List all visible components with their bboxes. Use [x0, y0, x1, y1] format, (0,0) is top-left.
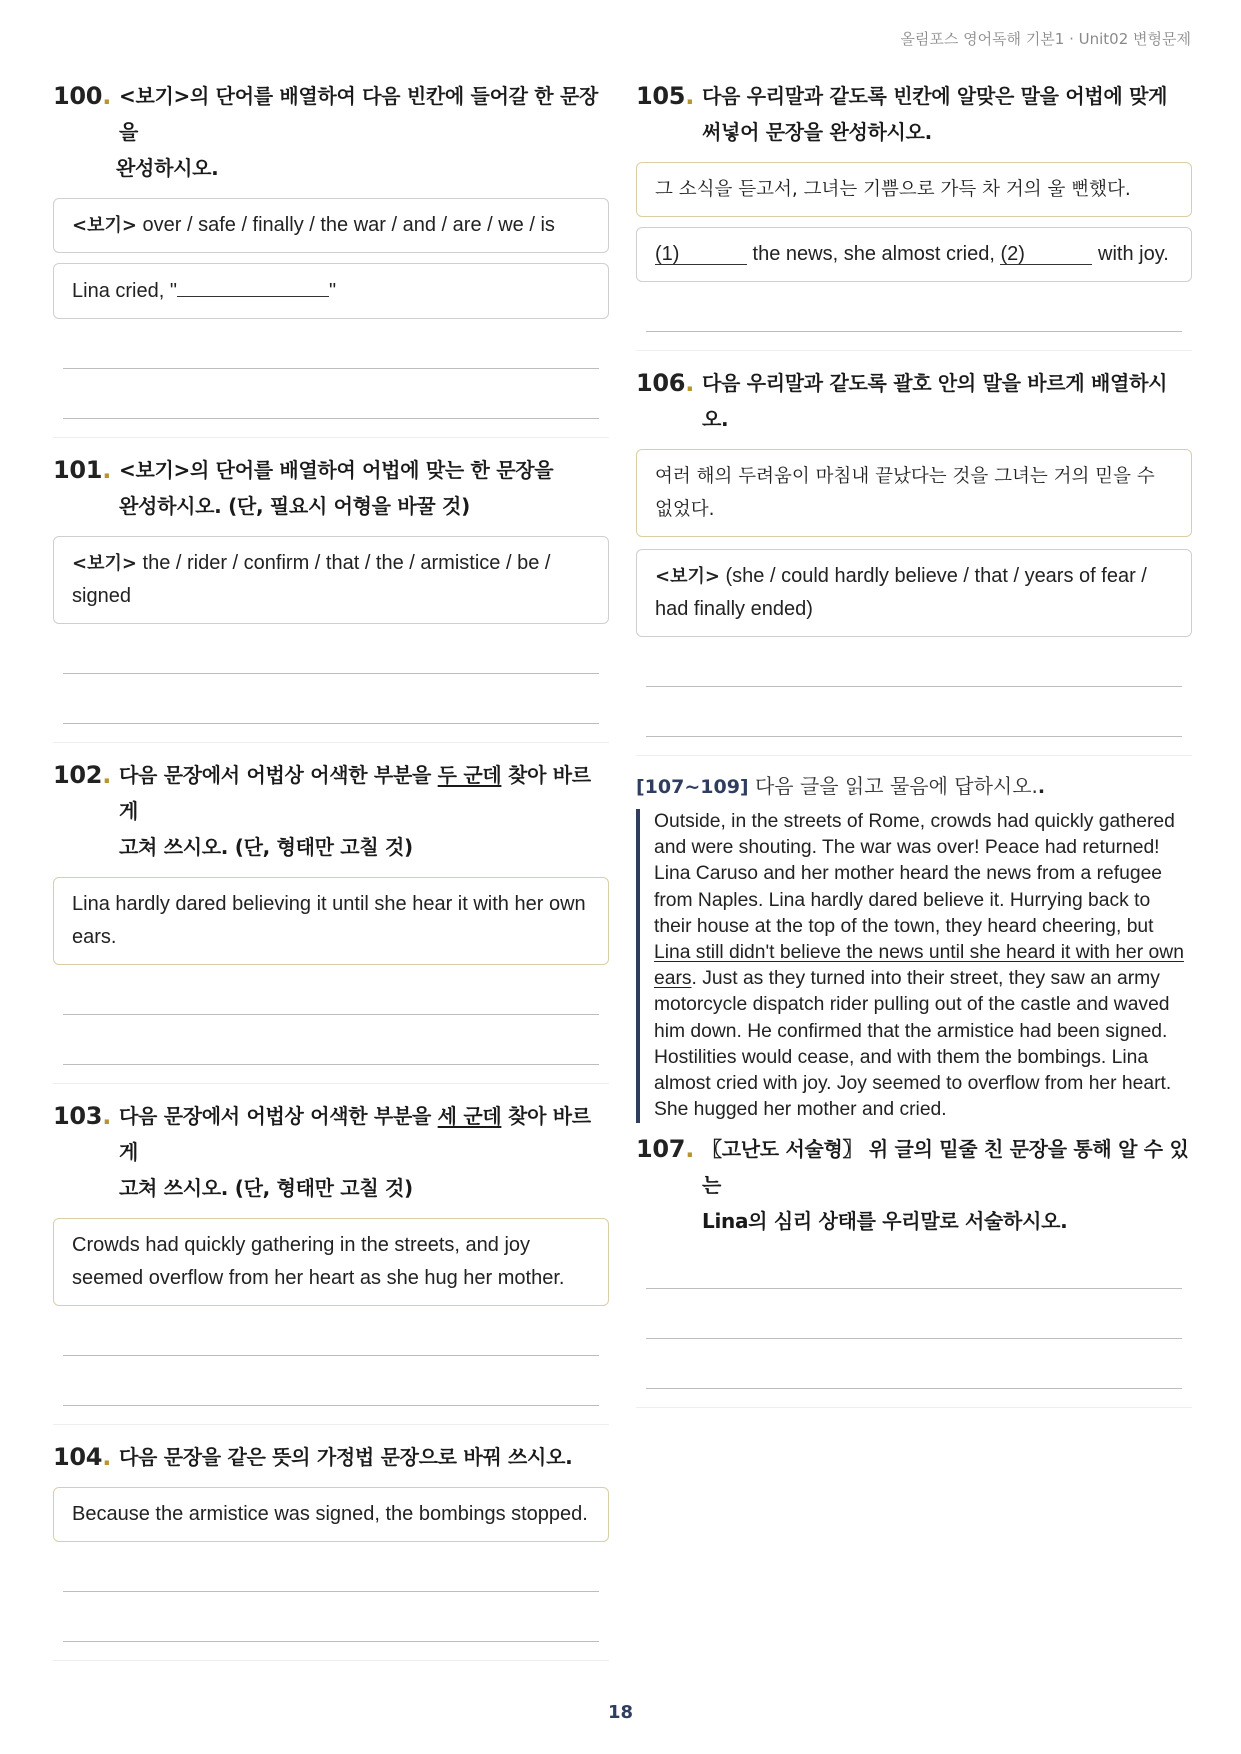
sentence-box: Lina hardly dared believing it until she hear it with her own ears. — [53, 877, 609, 965]
answer-line[interactable] — [63, 319, 599, 369]
answer-line[interactable] — [646, 1289, 1182, 1339]
question-prompt: <보기>의 단어를 배열하여 어법에 맞는 한 문장을 완성하시오. (단, 필요시 어형을 바꿀 것) — [119, 458, 554, 518]
passage-range: [107~109] — [636, 776, 749, 798]
reading-passage: Outside, in the streets of Rome, crowds had quickly gathered and were shouting. The war was over! Peace had returned! Lina Caruso and her mother heard the news from a refugee from Naples. Lina hardly dared believe it. Hurrying back to their house at the top of the town, they heard cheering, but Lina still didn't believe the news until she heard it with her own ears. Just as they turned into their street, they saw an army motorcycle dispatch rider pulling out of the castle and waved him down. He confirmed that the armistice had been signed. Hostilities would cease, and with them the bombings. Lina almost cried with joy. Joy seemed to overflow from her heart. She hugged her mother and cried. — [636, 809, 1192, 1123]
question-number: 107 — [636, 1135, 686, 1164]
question-prompt: 다음 우리말과 같도록 괄호 안의 말을 바르게 배열하시오. — [702, 371, 1168, 431]
divider — [636, 350, 1192, 351]
divider — [53, 1660, 609, 1661]
divider — [636, 755, 1192, 756]
question-prompt: <보기>의 단어를 배열하여 다음 빈칸에 들어갈 한 문장을 완성하시오. — [116, 84, 599, 180]
question-number: 100 — [53, 82, 103, 110]
question-number: 106 — [636, 369, 686, 397]
answer-line[interactable] — [646, 1339, 1182, 1389]
answer-line[interactable] — [63, 1306, 599, 1356]
question-number: 101 — [53, 456, 103, 484]
reading-passage-section: [107~109] 다음 글을 읽고 물음에 답하시오.. Outside, in the streets of Rome, crowds had quickly gathered and were shouting. The war was over! Peace had returned! Lina Caruso and her mother heard the news from a refugee from Naples. Lina hardly dared believe it. Hurrying back to their house at the top of the town, they heard cheering, but Lina still didn't believe the news until she heard it with her own ears. Just as they turned into their street, they saw an army motorcycle dispatch rider pulling out of the castle and waved him down. He confirmed that the armistice had been signed. Hostilities would cease, and with them the bombings. Lina almost cried with joy. Joy seemed to overflow from her heart. She hugged her mother and cried. — [636, 770, 1192, 1123]
divider — [53, 1083, 609, 1084]
question-number: 103 — [53, 1102, 103, 1130]
answer-blank-1[interactable]: (1) — [655, 238, 747, 265]
question-103: 103 . 다음 문장에서 어법상 어색한 부분을 세 군데 찾아 바르게 고쳐 쓰시오. (단, 형태만 고칠 것) Crowds had quickly gathering in the streets, and joy seemed overflow from her heart as she hug her mother. — [53, 1098, 609, 1425]
answer-blank[interactable] — [177, 274, 329, 297]
passage-instruction: 다음 글을 읽고 물음에 답하시오. — [748, 774, 1038, 798]
answer-line[interactable] — [63, 1015, 599, 1065]
sentence-box: Lina cried, " " — [53, 263, 609, 319]
sentence-box: Crowds had quickly gathering in the streets, and joy seemed overflow from her heart as she hug her mother. — [53, 1218, 609, 1306]
divider — [636, 1407, 1192, 1408]
question-101: 101 . <보기>의 단어를 배열하여 어법에 맞는 한 문장을 완성하시오. (단, 필요시 어형을 바꿀 것) <보기> the / rider / confirm / that / the / armistice / be / signed — [53, 452, 609, 743]
answer-line[interactable] — [63, 1356, 599, 1406]
divider — [53, 437, 609, 438]
answer-line[interactable] — [63, 1592, 599, 1642]
answer-line[interactable] — [646, 1239, 1182, 1289]
right-column — [636, 78, 1192, 1422]
korean-sentence-box: 여러 해의 두려움이 마침내 끝났다는 것을 그녀는 거의 믿을 수 없었다. — [636, 449, 1192, 537]
divider — [53, 1424, 609, 1425]
answer-line[interactable] — [646, 687, 1182, 737]
sentence-box: (1) the news, she almost cried, (2) with joy. — [636, 227, 1192, 282]
answer-line[interactable] — [63, 674, 599, 724]
question-prompt: 다음 문장을 같은 뜻의 가정법 문장으로 바꿔 쓰시오. — [119, 1445, 573, 1469]
question-105: 105 . 다음 우리말과 같도록 빈칸에 알맞은 말을 어법에 맞게 써넣어 문장을 완성하시오. 그 소식을 듣고서, 그녀는 기쁨으로 가득 차 거의 울 뻔했다. (1) the news, she almost cried, (2) with joy. — [636, 78, 1192, 351]
question-prompt: 다음 문장에서 어법상 어색한 부분을 세 군데 찾아 바르게 고쳐 쓰시오. (단, 형태만 고칠 것) — [119, 1104, 591, 1200]
question-prompt: 〖고난도 서술형〗 위 글의 밑줄 친 문장을 통해 알 수 있는 Lina의 심리 상태를 우리말로 서술하시오. — [702, 1137, 1189, 1234]
answer-line[interactable] — [63, 1542, 599, 1592]
sentence-box: Because the armistice was signed, the bombings stopped. — [53, 1487, 609, 1542]
page-number: 18 — [607, 1702, 634, 1723]
question-prompt: 다음 문장에서 어법상 어색한 부분을 두 군데 찾아 바르게 고쳐 쓰시오. (단, 형태만 고칠 것) — [119, 763, 591, 859]
question-number: 104 — [53, 1443, 103, 1471]
answer-line[interactable] — [646, 637, 1182, 687]
question-106: 106 . 다음 우리말과 같도록 괄호 안의 말을 바르게 배열하시오. 여러 해의 두려움이 마침내 끝났다는 것을 그녀는 거의 믿을 수 없었다. <보기> (she / could hardly believe / that / years of fear / had finally ended) — [636, 365, 1192, 756]
question-102: 102 . 다음 문장에서 어법상 어색한 부분을 두 군데 찾아 바르게 고쳐 쓰시오. (단, 형태만 고칠 것) Lina hardly dared believing it until she hear it with her own ears. — [53, 757, 609, 1084]
page-header: 올림포스 영어독해 기본1 · Unit02 변형문제 — [900, 30, 1191, 48]
divider — [53, 742, 609, 743]
underlined-sentence: Lina still didn't believe the news until she heard it with her own ears — [654, 942, 1184, 990]
question-100: 100 . <보기>의 단어를 배열하여 다음 빈칸에 들어갈 한 문장을 완성하시오. <보기> over / safe / finally / the war / and / are / we / is Lina cried, " " — [53, 78, 609, 438]
question-number: 102 — [53, 761, 103, 789]
question-prompt: 다음 우리말과 같도록 빈칸에 알맞은 말을 어법에 맞게 써넣어 문장을 완성하시오. — [702, 84, 1168, 144]
word-bank-box: <보기> the / rider / confirm / that / the / armistice / be / signed — [53, 536, 609, 624]
answer-line[interactable] — [646, 282, 1182, 332]
answer-line[interactable] — [63, 965, 599, 1015]
word-bank-box: <보기> (she / could hardly believe / that / years of fear / had finally ended) — [636, 549, 1192, 637]
answer-line[interactable] — [63, 624, 599, 674]
question-107: 107 . 〖고난도 서술형〗 위 글의 밑줄 친 문장을 통해 알 수 있는 Lina의 심리 상태를 우리말로 서술하시오. — [636, 1131, 1192, 1408]
question-number: 105 — [636, 82, 686, 110]
word-bank-box: <보기> over / safe / finally / the war / and / are / we / is — [53, 198, 609, 253]
answer-line[interactable] — [63, 369, 599, 419]
left-column — [53, 78, 609, 1675]
korean-sentence-box: 그 소식을 듣고서, 그녀는 기쁨으로 가득 차 거의 울 뻔했다. — [636, 162, 1192, 217]
question-104: 104 . 다음 문장을 같은 뜻의 가정법 문장으로 바꿔 쓰시오. Because the armistice was signed, the bombings stopped. — [53, 1439, 609, 1661]
answer-blank-2[interactable]: (2) — [1000, 238, 1092, 265]
